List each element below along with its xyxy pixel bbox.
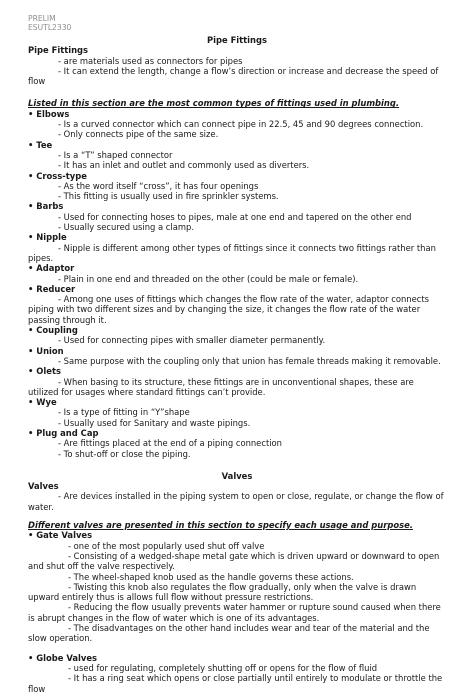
item-line: - It has an inlet and outlet and commonly used as diverters. (58, 160, 310, 171)
item-cross-type: • Cross-type (28, 170, 87, 181)
item-line: - Only connects pipe of the same size. (58, 129, 219, 140)
item-line: - As the word itself “cross”, it has four openings (58, 180, 259, 191)
pipe-fittings-line: - are materials used as connectors for pipes (58, 55, 243, 66)
section-heading-valves: Different valves are presented in this section to specify each usage and purpose. (28, 520, 413, 531)
item-line: - used for regulating, completely shutting off or opens for the flow of fluid (68, 662, 378, 673)
item-line: - Plain in one end and threaded on the other (could be male or female). (58, 273, 359, 284)
item-reducer: • Reducer (28, 283, 76, 294)
item-line: - Is a “T” shaped connector (58, 149, 173, 160)
item-line: - Reducing the flow usually prevents water hammer or rupture sound caused when there is abrupt changes in the flow of water which is one of its advantages. (28, 602, 441, 623)
item-line: - When basing to its structure, these fittings are in unconventional shapes, these are utilized for usages where standard fittings can’t provide. (28, 376, 414, 397)
pipe-fittings-line: - It can extend the length, change a flow’s direction or increase and decrease the speed of flow (28, 65, 439, 87)
item-barbs: • Barbs (28, 201, 64, 212)
item-line: - Usually secured using a clamp. (58, 222, 194, 233)
title-pipe-fittings: Pipe Fittings (206, 35, 267, 45)
item-line: - Usually used for Sanitary and waste pipings. (58, 417, 251, 428)
item-gate-valves: • Gate Valves (28, 530, 93, 541)
course-code: ESUTL2330 (28, 23, 72, 32)
course-label: PRELIM (28, 14, 56, 23)
item-line: - Used for connecting pipes with smaller diameter permanently. (58, 335, 326, 346)
item-line: - Used for connecting hoses to pipes, male at one end and tapered on the other end (58, 211, 412, 222)
item-globe-valves: • Globe Valves (28, 652, 98, 663)
item-olets: • Olets (28, 366, 61, 377)
item-plug-and-cap: • Plug and Cap (28, 427, 99, 438)
item-line: - Consisting of a wedged-shape metal gate which is driven upward or downward to open and shut off the valve respectively. (28, 550, 440, 572)
item-line: - To shut-off or close the piping. (58, 448, 191, 459)
item-coupling: • Coupling (28, 325, 78, 336)
subhead-pipe-fittings: Pipe Fittings (28, 45, 89, 56)
item-line: - Same purpose with the coupling only that union has female threads making it removable. (58, 355, 441, 366)
item-line: - Is a curved connector which can connect pipe in 22.5, 45 and 90 degrees connection. (58, 119, 424, 130)
item-line: - Nipple is different among other types of fittings since it connects two fittings rather than pipes. (28, 242, 436, 263)
item-nipple: • Nipple (28, 232, 67, 243)
title-valves: Valves (221, 470, 253, 481)
item-tee: • Tee (28, 139, 53, 150)
item-line: - Are fittings placed at the end of a piping connection (58, 438, 282, 449)
item-line: - The wheel-shaped knob used as the handle governs these actions. (68, 571, 354, 582)
item-line: - Is a type of fitting in “Y”shape (58, 407, 190, 418)
item-line: - This fitting is usually used in fire sprinkler systems. (58, 191, 279, 202)
item-line: - Twisting this knob also regulates the flow gradually, only when the valve is drawn upward entirely thus is allows full flow without pressure restrictions. (28, 581, 417, 603)
item-union: • Union (28, 345, 64, 356)
subhead-valves: Valves (28, 481, 59, 492)
item-elbows: • Elbows (28, 108, 70, 119)
item-wye: • Wye (28, 397, 57, 408)
item-line: - It has a ring seat which opens or close partially until entirely to modulate or throttle the flow (28, 673, 443, 694)
item-line: - one of the most popularly used shut off valve (68, 540, 265, 551)
item-adaptor: • Adaptor (28, 263, 75, 274)
item-line: - Among one uses of fittings which changes the flow rate of the water, adaptor connects piping with two different sizes and by changing the size, it changes the flow rate of the water passing through it. (28, 294, 430, 325)
section-heading-fittings: Listed in this section are the most common types of fittings used in plumbing. (28, 98, 400, 109)
valves-line: - Are devices installed in the piping system to open or close, regulate, or change the flow of water. (28, 491, 444, 512)
item-line: - The disadvantages on the other hand includes wear and tear of the material and the slow operation. (28, 623, 430, 644)
